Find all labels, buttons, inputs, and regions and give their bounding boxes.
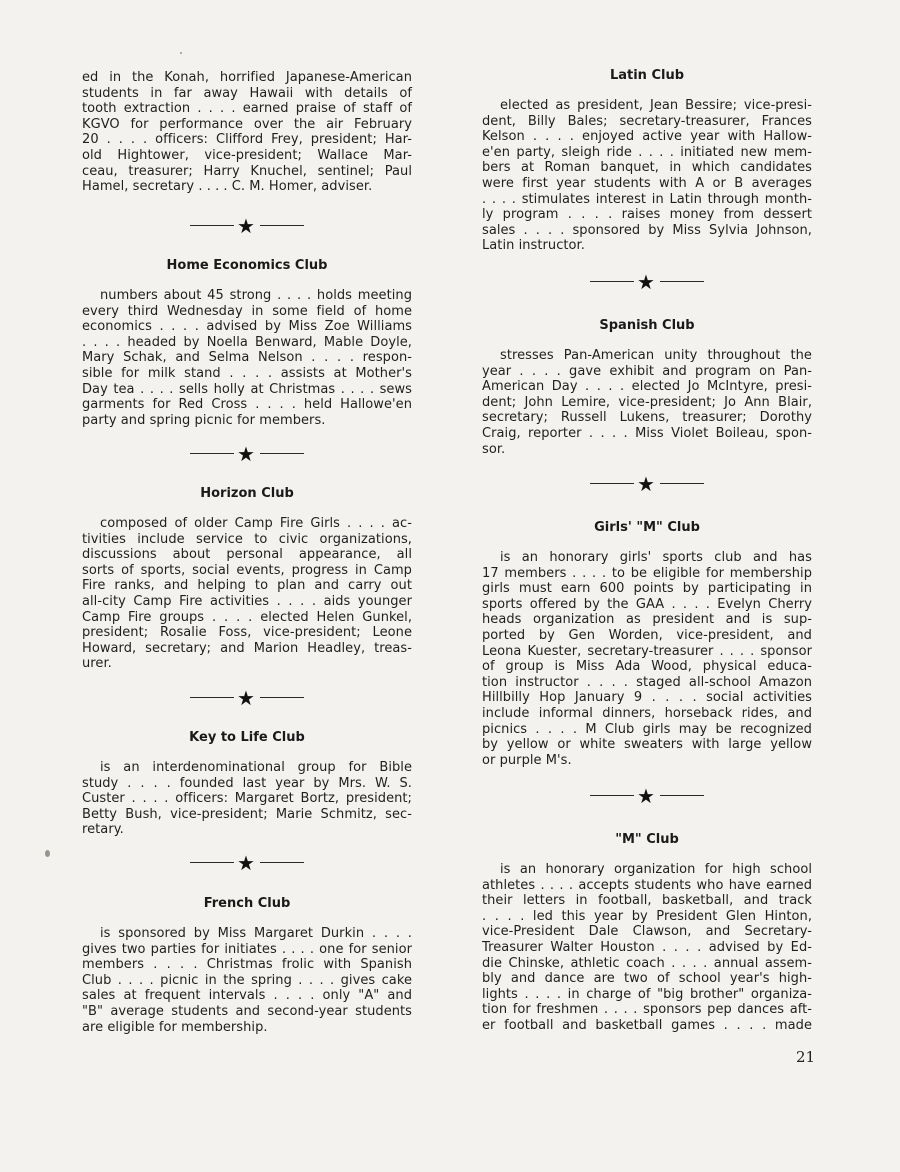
text-line: tooth extraction . . . . earned praise of staff of <box>82 101 412 117</box>
section-heading: Girls' "M" Club <box>594 520 700 535</box>
text-line: by yellow or white sweaters with large yellow <box>482 737 812 753</box>
text-line: ceau, treasurer; Harry Knuchel, sentinel; Paul <box>82 163 412 179</box>
text-line: ported by Gen Worden, vice-president, and <box>482 627 812 643</box>
text-line: dent, Billy Bales; secretary-treasurer, Frances <box>482 113 812 129</box>
club-spanish <box>482 318 812 457</box>
text-line: sales at frequent intervals . . . . only "A" and <box>82 988 412 1004</box>
section-divider <box>82 444 412 464</box>
divider-rule <box>260 225 304 226</box>
text-line: 20 . . . . officers: Clifford Frey, president; Har- <box>82 132 412 148</box>
text-line: were first year students with A or B averages <box>482 175 812 191</box>
text-line: picnics . . . . M Club girls may be recognized <box>482 721 812 737</box>
text-line: . . . . stimulates interest in Latin through month- <box>482 191 812 207</box>
club-key-to-life <box>82 730 412 838</box>
star-icon: ★ <box>237 442 255 466</box>
club-m <box>482 832 812 1034</box>
text-line: . . . . led this year by President Glen Hinton, <box>482 908 812 924</box>
text-line: Custer . . . . officers: Margaret Bortz, president; <box>82 791 412 807</box>
text-line: sports offered by the GAA . . . . Evelyn Cherry <box>482 596 812 612</box>
text-line: Day tea . . . . sells holly at Christmas . . . . sews <box>82 381 412 397</box>
star-icon: ★ <box>637 472 655 496</box>
text-line: Club . . . . picnic in the spring . . . . gives cake <box>82 972 412 988</box>
text-line: garments for Red Cross . . . . held Hallowe'en <box>82 397 412 413</box>
text-line: stresses Pan-American unity throughout the <box>500 348 812 363</box>
divider-rule <box>190 862 234 863</box>
section-divider <box>82 688 412 708</box>
text-line: secretary; Russell Lukens, treasurer; Dorothy <box>482 410 812 426</box>
section-body <box>482 98 812 254</box>
club-french <box>82 896 412 1035</box>
text-line: elected as president, Jean Bessire; vice-presi- <box>500 98 812 113</box>
text-line: Latin instructor. <box>482 238 585 254</box>
divider-rule <box>190 225 234 226</box>
star-icon: ★ <box>637 270 655 294</box>
club-home-economics <box>82 258 412 428</box>
text-line: year . . . . gave exhibit and program on Pan- <box>482 363 812 379</box>
section-heading: Horizon Club <box>200 486 294 501</box>
text-line: vice-President Dale Clawson, and Secretary- <box>482 924 812 940</box>
paper-speck <box>180 52 182 54</box>
club-horizon <box>82 486 412 672</box>
text-line: dent; John Lemire, vice-president; Jo Ann Blair, <box>482 394 812 410</box>
divider-rule <box>590 483 634 484</box>
text-line: is an honorary girls' sports club and has <box>500 550 812 565</box>
text-line: discussions about personal appearance, all <box>82 547 412 563</box>
divider-rule <box>660 281 704 282</box>
divider-rule <box>260 862 304 863</box>
section-heading: "M" Club <box>615 832 679 847</box>
text-line: tion for freshmen . . . . sponsors pep dances aft- <box>482 1002 812 1018</box>
section-heading: Spanish Club <box>599 318 695 333</box>
section-body <box>82 926 412 1035</box>
text-line: Hamel, secretary . . . . C. M. Homer, adviser. <box>82 179 373 195</box>
paper-speck <box>45 850 50 857</box>
section-divider <box>82 216 412 236</box>
divider-rule <box>260 453 304 454</box>
text-line: are eligible for membership. <box>82 1019 268 1035</box>
star-icon: ★ <box>237 851 255 875</box>
text-line: lights . . . . in charge of "big brother" organiza- <box>482 986 812 1002</box>
text-line: Camp Fire groups . . . . elected Helen Gunkel, <box>82 609 412 625</box>
text-line: sible for milk stand . . . . assists at Mother's <box>82 365 412 381</box>
page-number: 21 <box>796 1048 816 1066</box>
section-body <box>482 348 812 457</box>
text-line: president; Rosalie Foss, vice-president; Leone <box>82 625 412 641</box>
text-line: all-city Camp Fire activities . . . . aids younger <box>82 593 412 609</box>
text-line: e'en party, sleigh ride . . . . initiated new mem- <box>482 144 812 160</box>
text-line: composed of older Camp Fire Girls . . . . ac- <box>100 516 412 531</box>
section-divider <box>482 786 812 806</box>
text-line: 17 members . . . . to be eligible for membership <box>482 565 812 581</box>
text-line: or purple M's. <box>482 752 572 768</box>
divider-rule <box>660 483 704 484</box>
text-line: bly and dance are two of school year's high- <box>482 971 812 987</box>
text-line: Kelson . . . . enjoyed active year with Hallow- <box>482 129 812 145</box>
divider-rule <box>260 697 304 698</box>
text-line: girls must earn 600 points by participating in <box>482 581 812 597</box>
text-line: party and spring picnic for members. <box>82 412 326 428</box>
text-line: students in far away Hawaii with details of <box>82 85 412 101</box>
section-divider <box>482 474 812 494</box>
divider-rule <box>190 697 234 698</box>
text-line: die Chinske, athletic coach . . . . annual assem- <box>482 955 812 971</box>
text-line: gives two parties for initiates . . . . one for senior <box>82 941 412 957</box>
text-line: members . . . . Christmas frolic with Spanish <box>82 957 412 973</box>
club-continuation <box>82 70 412 195</box>
text-line: Craig, reporter . . . . Miss Violet Boileau, spon- <box>482 425 812 441</box>
text-line: their letters in football, basketball, and track <box>482 893 812 909</box>
text-line: KGVO for performance over the air February <box>82 116 412 132</box>
text-line: Mary Schak, and Selma Nelson . . . . respon- <box>82 350 412 366</box>
text-line: heads organization as president and is sup- <box>482 612 812 628</box>
star-icon: ★ <box>637 784 655 808</box>
section-body <box>482 550 812 768</box>
text-line: is an interdenominational group for Bible <box>100 760 412 775</box>
text-line: Hillbilly Hop January 9 . . . . social activities <box>482 690 812 706</box>
text-line: is sponsored by Miss Margaret Durkin . . . . <box>100 926 412 941</box>
text-line: American Day . . . . elected Jo McIntyre, presi- <box>482 379 812 395</box>
text-line: numbers about 45 strong . . . . holds meeting <box>100 288 412 303</box>
text-line: retary. <box>82 822 124 838</box>
text-line: tion instructor . . . . staged all-school Amazon <box>482 674 812 690</box>
text-line: old Hightower, vice-president; Wallace Mar- <box>82 147 412 163</box>
text-line: bers at Roman banquet, in which candidates <box>482 160 812 176</box>
text-line: tivities include service to civic organizations, <box>82 531 412 547</box>
text-line: include informal dinners, horseback rides, and <box>482 705 812 721</box>
section-divider <box>482 272 812 292</box>
text-line: Treasurer Walter Houston . . . . advised by Ed- <box>482 939 812 955</box>
text-line: ly program . . . . raises money from dessert <box>482 207 812 223</box>
text-line: of group is Miss Ada Wood, physical educa- <box>482 659 812 675</box>
divider-rule <box>190 453 234 454</box>
section-heading: Key to Life Club <box>189 730 305 745</box>
section-heading: French Club <box>203 896 291 911</box>
divider-rule <box>590 281 634 282</box>
section-heading: Latin Club <box>609 68 685 83</box>
text-line: urer. <box>82 656 112 672</box>
section-divider <box>82 853 412 873</box>
text-line: study . . . . founded last year by Mrs. W. S. <box>82 775 412 791</box>
text-line: Betty Bush, vice-president; Marie Schmitz, sec- <box>82 806 412 822</box>
text-line: every third Wednesday in some field of home <box>82 303 412 319</box>
club-latin <box>482 68 812 254</box>
text-line: is an honorary organization for high school <box>500 862 812 877</box>
divider-rule <box>590 795 634 796</box>
section-body <box>82 288 412 428</box>
text-line: sor. <box>482 441 506 457</box>
text-line: Howard, secretary; and Marion Headley, treas- <box>82 640 412 656</box>
divider-rule <box>660 795 704 796</box>
text-line: er football and basketball games . . . . made <box>482 1017 812 1033</box>
text-line: sorts of sports, social events, progress in Camp <box>82 562 412 578</box>
text-line: sales . . . . sponsored by Miss Sylvia Johnson, <box>482 222 812 238</box>
text-line: economics . . . . advised by Miss Zoe Williams <box>82 319 412 335</box>
section-body <box>82 516 412 672</box>
club-girls-m <box>482 520 812 768</box>
section-body <box>482 862 812 1034</box>
text-line: athletes . . . . accepts students who have earned <box>482 877 812 893</box>
text-line: "B" average students and second-year students <box>82 1003 412 1019</box>
text-line: ed in the Konah, horrified Japanese-American <box>82 70 412 85</box>
text-line: . . . . headed by Noella Benward, Mable Doyle, <box>82 334 412 350</box>
text-line: Leona Kuester, secretary-treasurer . . . . sponsor <box>482 643 812 659</box>
star-icon: ★ <box>237 214 255 238</box>
text-line: Fire ranks, and helping to plan and carry out <box>82 578 412 594</box>
star-icon: ★ <box>237 686 255 710</box>
section-body <box>82 70 412 195</box>
section-body <box>82 760 412 838</box>
section-heading: Home Economics Club <box>166 258 328 273</box>
